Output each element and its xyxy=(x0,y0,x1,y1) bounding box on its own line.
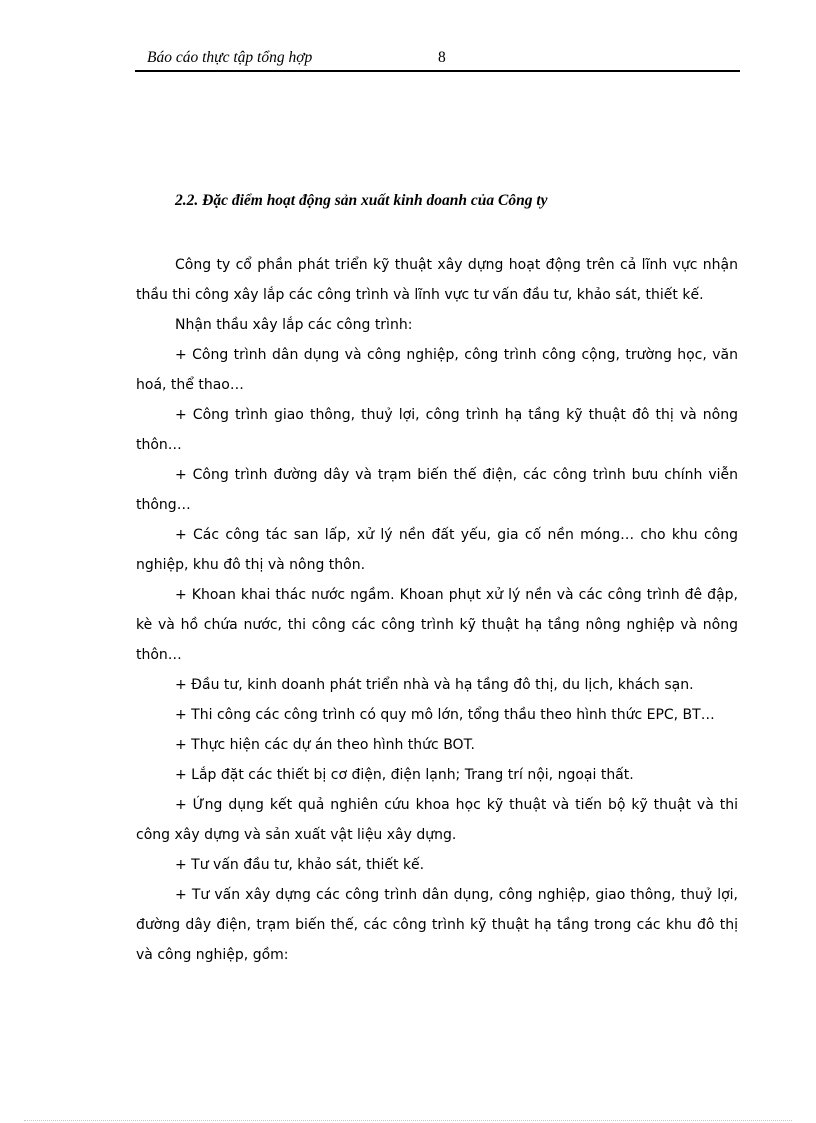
running-header xyxy=(135,48,740,72)
list-item: + Đầu tư, kinh doanh phát triển nhà và hạ tầng đô thị, du lịch, khách sạn. xyxy=(175,677,694,693)
list-item: + Thực hiện các dự án theo hình thức BOT. xyxy=(175,737,475,753)
list-item: + Tư vấn đầu tư, khảo sát, thiết kế. xyxy=(175,857,425,873)
list-item: + Công trình đường dây và trạm biến thế điện, các công trình bưu chính viễn thông… xyxy=(136,467,738,513)
paragraph-intro: Công ty cổ phần phát triển kỹ thuật xây dựng hoạt động trên cả lĩnh vực nhận thầu thi công xây lắp các công trình và lĩnh vực tư vấn đầu tư, khảo sát, thiết kế. xyxy=(136,257,738,303)
list-item: + Khoan khai thác nước ngầm. Khoan phụt xử lý nền và các công trình đê đập, kè và hồ chứa nước, thi công các công trình kỹ thuật hạ tầng nông nghiệp và nông thôn… xyxy=(136,587,738,663)
paragraph-construction-heading: Nhận thầu xây lắp các công trình: xyxy=(175,317,413,333)
list-item: + Tư vấn xây dựng các công trình dân dụng, công nghiệp, giao thông, thuỷ lợi, đường dây điện, trạm biến thế, các công trình kỹ thuật hạ tầng trong các khu đô thị và công nghiệp, gồm: xyxy=(136,887,738,963)
list-item: + Ứng dụng kết quả nghiên cứu khoa học kỹ thuật và tiến bộ kỹ thuật và thi công xây dựng và sản xuất vật liệu xây dựng. xyxy=(136,797,738,843)
list-item: + Các công tác san lấp, xử lý nền đất yếu, gia cố nền móng… cho khu công nghiệp, khu đô thị và nông thôn. xyxy=(136,527,738,573)
body-text xyxy=(136,250,738,970)
page-number: 8 xyxy=(438,49,446,66)
header-title: Báo cáo thực tập tổng hợp xyxy=(147,49,313,66)
list-item: + Công trình dân dụng và công nghiệp, công trình công cộng, trường học, văn hoá, thể thao… xyxy=(136,347,738,393)
section-title: 2.2. Đặc điểm hoạt động sản xuất kinh doanh của Công ty xyxy=(175,192,548,209)
list-item: + Thi công các công trình có quy mô lớn, tổng thầu theo hình thức EPC, BT… xyxy=(175,707,715,723)
page-bottom-border xyxy=(24,1120,792,1121)
list-item: + Lắp đặt các thiết bị cơ điện, điện lạnh; Trang trí nội, ngoại thất. xyxy=(175,767,634,783)
list-item: + Công trình giao thông, thuỷ lợi, công trình hạ tầng kỹ thuật đô thị và nông thôn… xyxy=(136,407,738,453)
